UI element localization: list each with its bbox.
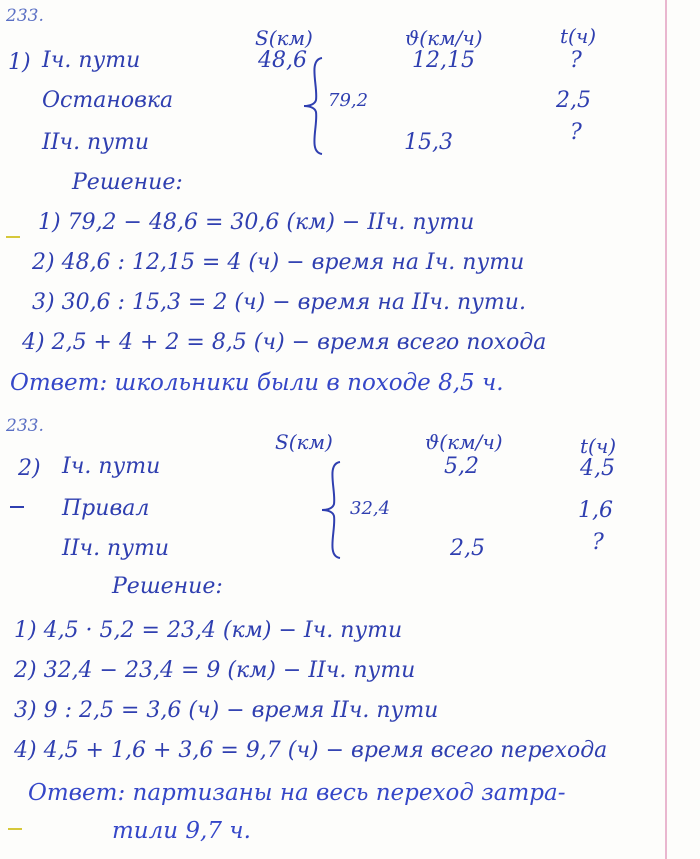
row-speed: 15,3 <box>404 130 453 155</box>
solution-step: 4) 4,5 + 1,6 + 3,6 = 9,7 (ч) − время всего перехода <box>14 738 608 763</box>
row-speed: 5,2 <box>444 454 479 479</box>
problem-number: 233. <box>6 416 44 436</box>
solution-step: 2) 48,6 : 12,15 = 4 (ч) − время на Iч. пути <box>32 250 525 275</box>
highlight-mark <box>6 236 20 238</box>
row-distance: 48,6 <box>258 48 307 73</box>
row-time: 1,6 <box>578 498 613 523</box>
row-time: ? <box>570 48 582 73</box>
highlight-mark <box>8 828 22 830</box>
row-time: ? <box>570 120 582 145</box>
header-distance: S(км) <box>255 26 313 50</box>
item-label: 2) <box>18 456 41 481</box>
total-distance: 79,2 <box>328 90 369 111</box>
solution-step: 1) 79,2 − 48,6 = 30,6 (км) − IIч. пути <box>38 210 475 235</box>
row-label: Привал <box>62 496 150 521</box>
row-time: 4,5 <box>580 456 615 481</box>
dash-mark <box>10 506 24 508</box>
solution-step: 1) 4,5 · 5,2 = 23,4 (км) − Iч. пути <box>14 618 403 643</box>
answer-continuation: тили 9,7 ч. <box>112 818 251 844</box>
row-label: IIч. пути <box>42 130 150 155</box>
row-time: ? <box>592 530 604 555</box>
row-label: Остановка <box>42 88 174 113</box>
header-speed: ϑ(км/ч) <box>425 430 503 454</box>
solution-step: 2) 32,4 − 23,4 = 9 (км) − IIч. пути <box>14 658 416 683</box>
solution-step: 3) 30,6 : 15,3 = 2 (ч) − время на IIч. пути. <box>32 290 526 315</box>
item-label: 1) <box>8 50 31 75</box>
row-speed: 12,15 <box>412 48 475 73</box>
row-label: Iч. пути <box>42 48 141 73</box>
answer: Ответ: партизаны на весь переход затра- <box>28 780 566 806</box>
solution-step: 3) 9 : 2,5 = 3,6 (ч) − время IIч. пути <box>14 698 439 723</box>
header-time: t(ч) <box>580 434 617 458</box>
total-distance: 32,4 <box>350 498 391 519</box>
solution-step: 4) 2,5 + 4 + 2 = 8,5 (ч) − время всего похода <box>22 330 547 355</box>
header-speed: ϑ(км/ч) <box>405 26 483 50</box>
margin-line <box>665 0 667 859</box>
solution-title: Решение: <box>112 574 223 599</box>
problem-number: 233. <box>6 6 44 26</box>
row-speed: 2,5 <box>450 536 485 561</box>
brace <box>318 460 354 560</box>
header-time: t(ч) <box>560 24 597 48</box>
header-distance: S(км) <box>275 430 333 454</box>
row-label: IIч. пути <box>62 536 170 561</box>
row-time: 2,5 <box>556 88 591 113</box>
solution-title: Решение: <box>72 170 183 195</box>
row-label: Iч. пути <box>62 454 161 479</box>
answer: Ответ: школьники были в походе 8,5 ч. <box>10 370 504 396</box>
